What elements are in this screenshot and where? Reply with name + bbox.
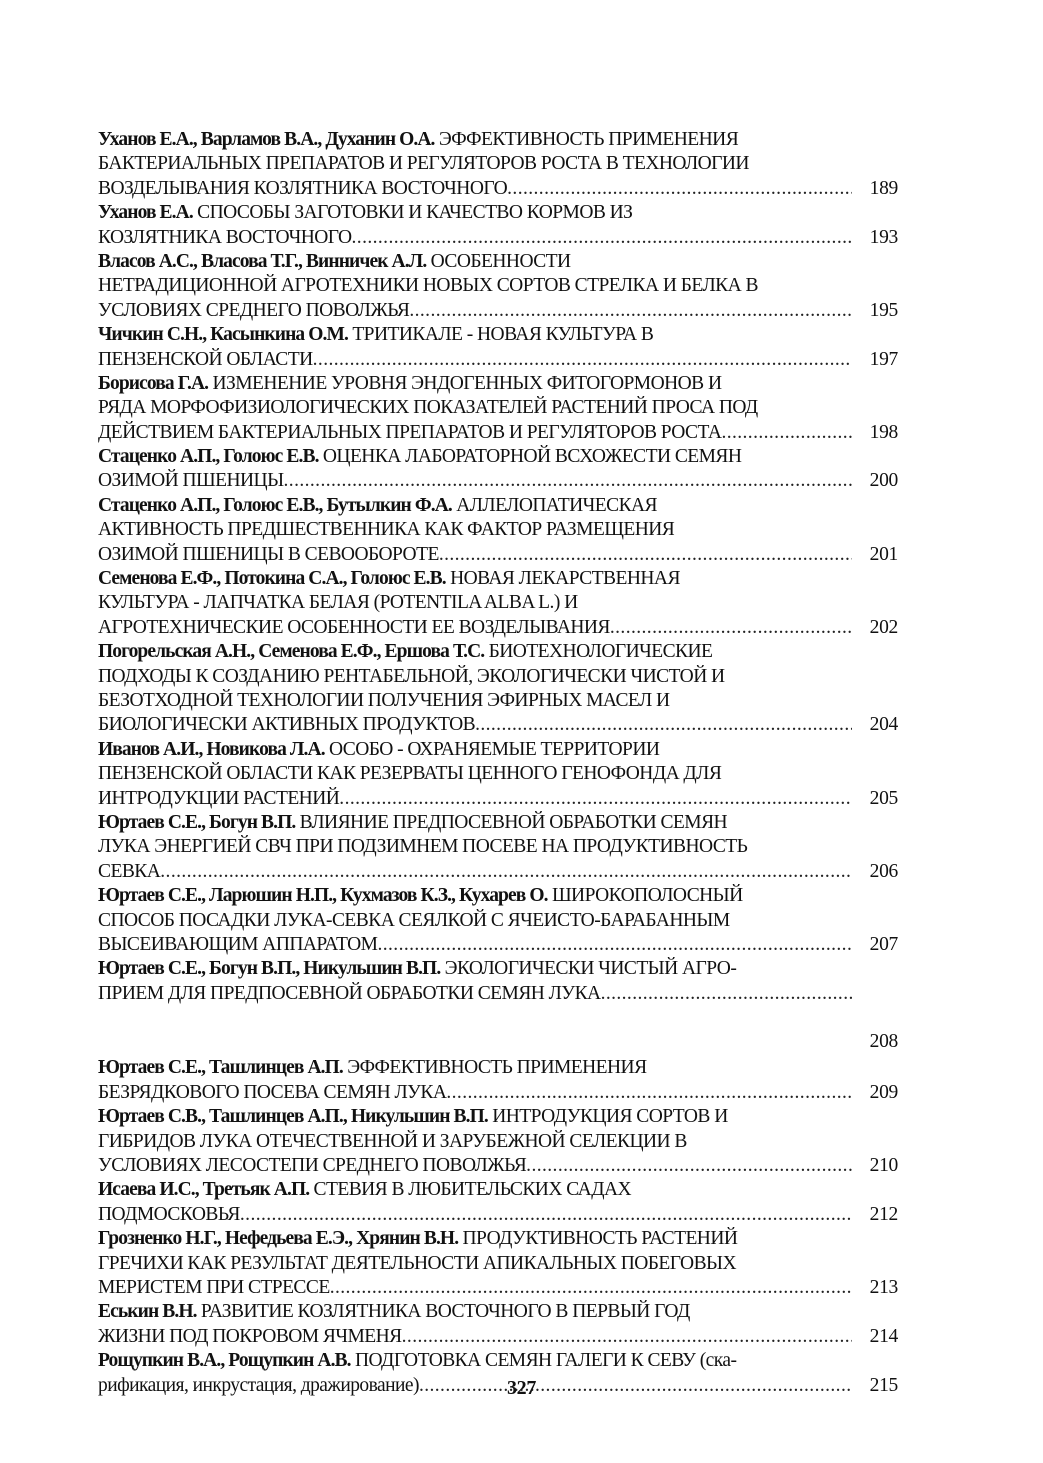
toc-entry-first-line xyxy=(98,445,898,469)
entry-title-start: ОЦЕНКА ЛАБОРАТОРНОЙ ВСХОЖЕСТИ СЕМЯН xyxy=(322,446,742,468)
toc-entry xyxy=(98,1300,898,1349)
entry-title-end: БЕЗРЯДКОВОГО ПОСЕВА СЕМЯН ЛУКА xyxy=(98,1081,447,1103)
leader-dots xyxy=(721,421,852,445)
toc-entry-first-line xyxy=(98,1349,898,1373)
entry-authors: Стаценко А.П., Голоюс Е.В., Бутылкин Ф.А. xyxy=(98,494,452,516)
toc-entry-first-line xyxy=(98,1056,898,1080)
entry-page-number: 207 xyxy=(869,933,898,955)
entry-title-end: АГРОТЕХНИЧЕСКИЕ ОСОБЕННОСТИ ЕЕ ВОЗДЕЛЫВАНИЯ xyxy=(98,616,610,638)
entry-title-start: ИНТРОДУКЦИЯ СОРТОВ И xyxy=(492,1106,728,1128)
entry-authors: Уханов Е.А., Варламов В.А., Духанин О.А. xyxy=(98,129,435,150)
entry-authors: Юртаев С.Е., Богун В.П. xyxy=(98,811,296,833)
toc-entry-first-line xyxy=(98,738,898,762)
toc-entry-first-line xyxy=(98,128,898,152)
toc-entry-last-line xyxy=(98,1276,898,1300)
entry-page-number: 189 xyxy=(869,177,898,199)
entry-authors: Еськин В.Н. xyxy=(98,1301,197,1323)
entry-page-number: 209 xyxy=(869,1081,898,1103)
entry-title-line: ПОДХОДЫ К СОЗДАНИЮ РЕНТАБЕЛЬНОЙ, ЭКОЛОГИЧЕСКИ ЧИСТОЙ И xyxy=(98,665,725,687)
entry-title-line: КУЛЬТУРА - ЛАПЧАТКА БЕЛАЯ (POTENTILA ALBA L.) И xyxy=(98,592,578,614)
leader-dots xyxy=(160,860,852,884)
leader-dots xyxy=(409,299,852,323)
toc-entry-first-line xyxy=(98,640,898,664)
toc-entry xyxy=(98,128,898,201)
entry-page-number: 212 xyxy=(869,1203,898,1225)
entry-title-end: ИНТРОДУКЦИИ РАСТЕНИЙ xyxy=(98,787,340,809)
toc-entry xyxy=(98,250,898,323)
toc-entry xyxy=(98,1178,898,1227)
toc-entry-first-line xyxy=(98,567,898,591)
toc-entry-last-line xyxy=(98,1325,898,1349)
entry-page-number: 193 xyxy=(869,226,898,248)
entry-authors: Юртаев С.В., Ташлинцев А.П., Никульшин В.П. xyxy=(98,1106,488,1128)
entry-page-number: 215 xyxy=(869,1374,898,1396)
toc-entry-last-line xyxy=(98,713,898,737)
entry-page-number: 201 xyxy=(869,543,898,565)
entry-title-end: ВОЗДЕЛЫВАНИЯ КОЗЛЯТНИКА ВОСТОЧНОГО xyxy=(98,177,508,199)
entry-title-line: НЕТРАДИЦИОННОЙ АГРОТЕХНИКИ НОВЫХ СОРТОВ СТРЕЛКА И БЕЛКА В xyxy=(98,275,758,297)
toc-entry xyxy=(98,811,898,884)
toc-entry-last-line xyxy=(98,421,898,445)
toc-entry-last-line xyxy=(98,1081,898,1105)
entry-title-start: ЭКОЛОГИЧЕСКИ ЧИСТЫЙ АГРО- xyxy=(444,958,737,980)
entry-title-start: СТЕВИЯ В ЛЮБИТЕЛЬСКИХ САДАХ xyxy=(313,1179,632,1201)
leader-dots xyxy=(601,982,852,1006)
entry-page-number: 198 xyxy=(869,421,898,443)
entry-title-line: ГИБРИДОВ ЛУКА ОТЕЧЕСТВЕННОЙ И ЗАРУБЕЖНОЙ СЕЛЕКЦИИ В xyxy=(98,1130,687,1152)
entry-title-start: ЭФФЕКТИВНОСТЬ ПРИМЕНЕНИЯ xyxy=(438,129,739,150)
entry-title-start: ОСОБО - ОХРАНЯЕМЫЕ ТЕРРИТОРИИ xyxy=(329,738,660,760)
entry-page-number: 213 xyxy=(869,1277,898,1298)
toc-entry xyxy=(98,1105,898,1178)
toc-entry xyxy=(98,738,898,811)
toc-entry-last-line xyxy=(98,348,898,372)
entry-title-end: УСЛОВИЯХ ЛЕСОСТЕПИ СРЕДНЕГО ПОВОЛЖЬЯ xyxy=(98,1155,527,1177)
entry-authors: Исаева И.С., Третьяк А.П. xyxy=(98,1179,310,1201)
entry-authors: Иванов А.И., Новикова Л.А. xyxy=(98,738,325,760)
toc-entry-first-line xyxy=(98,1300,898,1324)
entry-title-line: ПЕНЗЕНСКОЙ ОБЛАСТИ КАК РЕЗЕРВАТЫ ЦЕННОГО ГЕНОФОНДА ДЛЯ xyxy=(98,763,722,785)
entry-title-end: рификация, инкрустация, дражирование) xyxy=(98,1374,419,1396)
entry-title-end: МЕРИСТЕМ ПРИ СТРЕССЕ xyxy=(98,1276,330,1298)
leader-dots xyxy=(439,543,852,567)
entry-title-end: ВЫСЕИВАЮЩИМ АППАРАТОМ xyxy=(98,933,378,955)
entry-authors: Семенова Е.Ф., Потокина С.А., Голоюс Е.В. xyxy=(98,568,446,590)
toc-entry-first-line xyxy=(98,323,898,347)
entry-page-number: 204 xyxy=(869,714,898,736)
entry-authors: Власов А.С., Власова Т.Г., Винничек А.Л. xyxy=(98,250,427,272)
entry-title-end: КОЗЛЯТНИКА ВОСТОЧНОГО xyxy=(98,226,352,248)
entry-title-start: ИЗМЕНЕНИЕ УРОВНЯ ЭНДОГЕННЫХ ФИТОГОРМОНОВ И xyxy=(212,372,722,394)
entry-page-number: 205 xyxy=(869,787,898,809)
entry-title-start: ШИРОКОПОЛОСНЫЙ xyxy=(551,885,743,907)
toc-entry-last-line xyxy=(98,933,898,957)
leader-dots xyxy=(446,1081,852,1105)
toc-entry-last-line xyxy=(98,469,898,493)
toc-entry xyxy=(98,494,898,567)
entry-page-number: 210 xyxy=(869,1155,898,1177)
leader-dots xyxy=(610,616,852,640)
entry-page-number: 197 xyxy=(869,348,898,370)
toc-entry-first-line xyxy=(98,884,898,908)
toc-entry-first-line xyxy=(98,250,898,274)
entry-title-end: СЕВКА xyxy=(98,860,161,882)
toc-entry xyxy=(98,567,898,640)
table-of-contents xyxy=(98,128,898,1398)
entry-title-start: ВЛИЯНИЕ ПРЕДПОСЕВНОЙ ОБРАБОТКИ СЕМЯН xyxy=(299,811,728,833)
entry-title-line: ЛУКА ЭНЕРГИЕЙ СВЧ ПРИ ПОДЗИМНЕМ ПОСЕВЕ НА ПРОДУКТИВНОСТЬ xyxy=(98,836,748,858)
entry-title-start: ТРИТИКАЛЕ - НОВАЯ КУЛЬТУРА В xyxy=(352,324,654,346)
entry-page-number: 206 xyxy=(869,860,898,882)
entry-title-start: ОСОБЕННОСТИ xyxy=(430,250,571,272)
toc-entry xyxy=(98,372,898,445)
leader-dots xyxy=(402,1325,852,1349)
entry-title-end: ПОДМОСКОВЬЯ xyxy=(98,1203,240,1225)
leader-dots xyxy=(313,348,852,372)
entry-title-line: БЕЗОТХОДНОЙ ТЕХНОЛОГИИ ПОЛУЧЕНИЯ ЭФИРНЫХ МАСЕЛ И xyxy=(98,689,670,711)
leader-dots xyxy=(526,1154,852,1178)
entry-title-line: ГРЕЧИХИ КАК РЕЗУЛЬТАТ ДЕЯТЕЛЬНОСТИ АПИКАЛЬНЫХ ПОБЕГОВЫХ xyxy=(98,1252,737,1274)
entry-title-start: СПОСОБЫ ЗАГОТОВКИ И КАЧЕСТВО КОРМОВ ИЗ xyxy=(197,202,633,224)
entry-page-number: 214 xyxy=(869,1325,898,1347)
entry-title-start: АЛЛЕЛОПАТИЧЕСКАЯ xyxy=(456,494,658,516)
entry-authors: Чичкин С.Н., Касынкина О.М. xyxy=(98,324,348,346)
toc-entry xyxy=(98,323,898,372)
toc-entry-last-line xyxy=(98,1154,898,1178)
entry-title-start: НОВАЯ ЛЕКАРСТВЕННАЯ xyxy=(450,568,680,590)
toc-entry-last-line xyxy=(98,177,898,201)
toc-entry xyxy=(98,640,898,738)
entry-title-end: ЖИЗНИ ПОД ПОКРОВОМ ЯЧМЕНЯ xyxy=(98,1325,402,1347)
leader-dots xyxy=(240,1203,852,1227)
entry-authors: Рощупкин В.А., Рощупкин А.В. xyxy=(98,1350,351,1372)
entry-title-end: ОЗИМОЙ ПШЕНИЦЫ В СЕВООБОРОТЕ xyxy=(98,543,439,565)
toc-entry-first-line xyxy=(98,494,898,518)
leader-dots xyxy=(507,177,852,201)
entry-title-start: ЭФФЕКТИВНОСТЬ ПРИМЕНЕНИЯ xyxy=(347,1057,647,1079)
entry-authors: Стаценко А.П., Голоюс Е.В. xyxy=(98,446,319,468)
entry-title-end: УСЛОВИЯХ СРЕДНЕГО ПОВОЛЖЬЯ xyxy=(98,299,410,321)
toc-entry-first-line xyxy=(98,372,898,396)
toc-entry-first-line xyxy=(98,201,898,225)
entry-title-end: ПЕНЗЕНСКОЙ ОБЛАСТИ xyxy=(98,348,313,370)
entry-page-number: 202 xyxy=(869,616,898,638)
entry-title-end: ПРИЕМ ДЛЯ ПРЕДПОСЕВНОЙ ОБРАБОТКИ СЕМЯН ЛУКА xyxy=(98,982,601,1004)
entry-page-number: 195 xyxy=(869,299,898,321)
entry-title-end: БИОЛОГИЧЕСКИ АКТИВНЫХ ПРОДУКТОВ xyxy=(98,714,476,736)
entry-page-number: 200 xyxy=(869,470,898,492)
toc-entry-first-line xyxy=(98,1178,898,1202)
entry-title-line: БАКТЕРИАЛЬНЫХ ПРЕПАРАТОВ И РЕГУЛЯТОРОВ РОСТА В ТЕХНОЛОГИИ xyxy=(98,153,749,175)
toc-entry-last-line xyxy=(98,299,898,323)
leader-dots xyxy=(352,226,852,250)
toc-entry-last-line xyxy=(98,982,898,1006)
entry-authors: Юртаев С.Е., Ларюшин Н.П., Кухмазов К.З., Кухарев О. xyxy=(98,885,548,907)
entry-authors: Юртаев С.Е., Ташлинцев А.П. xyxy=(98,1057,343,1079)
entry-title-start: ПРОДУКТИВНОСТЬ РАСТЕНИЙ xyxy=(462,1228,738,1250)
toc-entry-last-line xyxy=(98,543,898,567)
toc-entry xyxy=(98,1227,898,1300)
entry-authors: Уханов Е.А. xyxy=(98,202,193,224)
toc-entry-last-line xyxy=(98,787,898,811)
toc-entry-last-line xyxy=(98,860,898,884)
entry-title-end: ОЗИМОЙ ПШЕНИЦЫ xyxy=(98,470,284,492)
toc-entry xyxy=(98,957,898,1054)
toc-entry xyxy=(98,201,898,250)
leader-dots xyxy=(339,787,852,811)
toc-entry xyxy=(98,884,898,957)
toc-entry xyxy=(98,445,898,494)
toc-entry-last-line xyxy=(98,1203,898,1227)
page-number: 327 xyxy=(506,1377,537,1399)
entry-authors: Борисова Г.А. xyxy=(98,372,209,394)
leader-dots xyxy=(475,713,852,737)
entry-title-line: АКТИВНОСТЬ ПРЕДШЕСТВЕННИКА КАК ФАКТОР РАЗМЕЩЕНИЯ xyxy=(98,519,675,541)
toc-entry xyxy=(98,1056,898,1105)
entry-title-start: ПОДГОТОВКА СЕМЯН ГАЛЕГИ К СЕВУ (ска- xyxy=(354,1350,737,1372)
entry-authors: Юртаев С.Е., Богун В.П., Никульшин В.П. xyxy=(98,958,441,980)
entry-authors: Погорельская А.Н., Семенова Е.Ф., Ершова Т.С. xyxy=(98,641,485,663)
toc-entry-first-line xyxy=(98,957,898,981)
entry-title-start: РАЗВИТИЕ КОЗЛЯТНИКА ВОСТОЧНОГО В ПЕРВЫЙ ГОД xyxy=(200,1301,690,1323)
toc-entry-last-line xyxy=(98,226,898,250)
leader-dots xyxy=(377,933,852,957)
leader-dots xyxy=(330,1276,852,1300)
toc-entry-first-line xyxy=(98,1227,898,1251)
entry-title-end: ДЕЙСТВИЕМ БАКТЕРИАЛЬНЫХ ПРЕПАРАТОВ И РЕГУЛЯТОРОВ РОСТА xyxy=(98,421,722,443)
toc-entry-last-line xyxy=(98,616,898,640)
toc-entry-first-line xyxy=(98,1105,898,1129)
entry-title-line: СПОСОБ ПОСАДКИ ЛУКА-СЕВКА СЕЯЛКОЙ С ЯЧЕИСТО-БАРАБАННЫМ xyxy=(98,909,730,931)
toc-entry-first-line xyxy=(98,811,898,835)
entry-authors: Грозненко Н.Г., Нефедьева Е.Э., Хрянин В.Н. xyxy=(98,1228,459,1250)
entry-page-number: 208 xyxy=(869,1031,898,1053)
leader-dots xyxy=(284,469,852,493)
entry-title-line: РЯДА МОРФОФИЗИОЛОГИЧЕСКИХ ПОКАЗАТЕЛЕЙ РАСТЕНИЙ ПРОСА ПОД xyxy=(98,397,758,419)
entry-title-start: БИОТЕХНОЛОГИЧЕСКИЕ xyxy=(488,641,713,663)
